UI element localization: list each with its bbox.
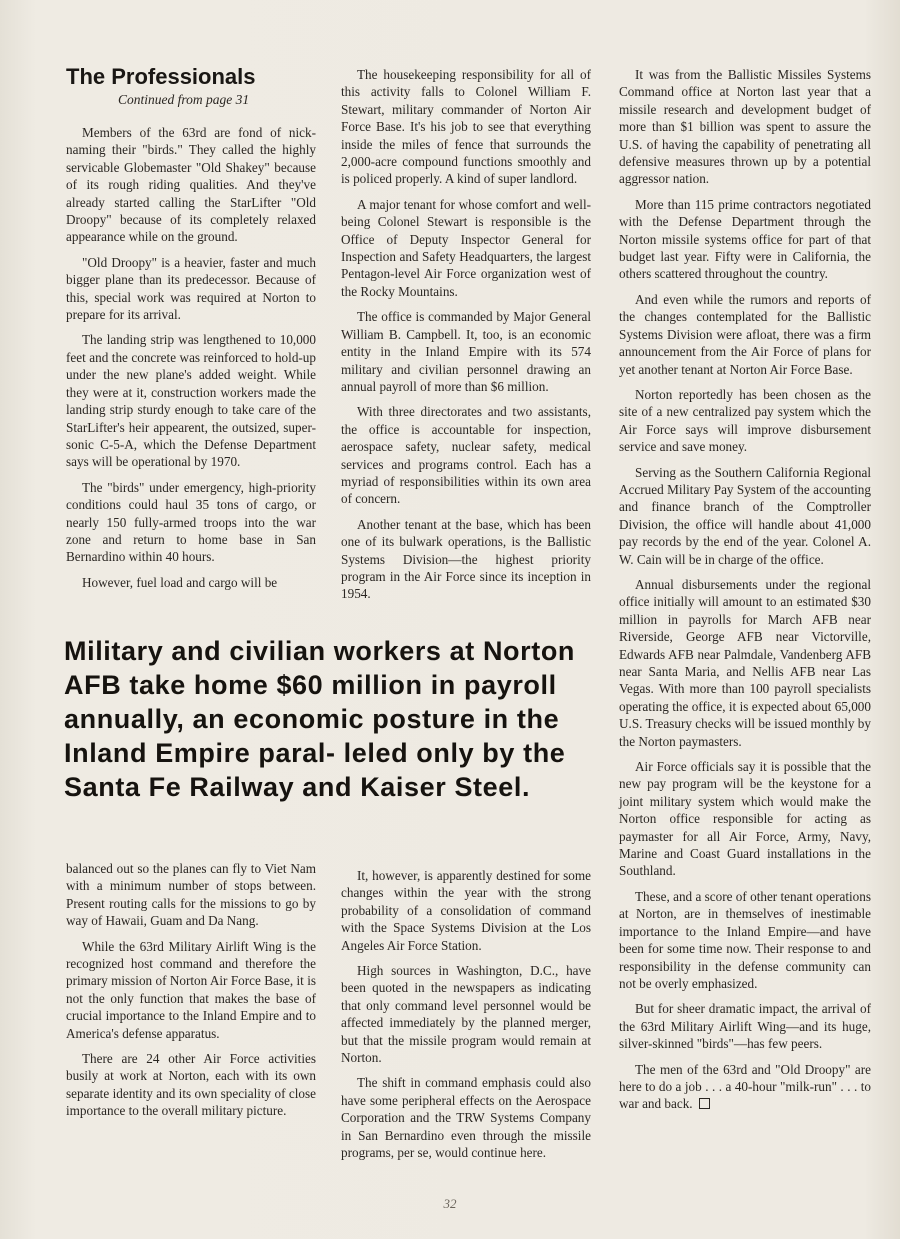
paragraph-final-text: The men of the 63rd and "Old Droopy" are here to do a job . . . a 40-hour "milk-run" . . . to war and back. — [619, 1061, 871, 1112]
paragraph: "Old Droopy" is a heavier, faster and much bigger plane than its predecessor. Because of this, special work was required at Norton to prepare for its arrival. — [66, 254, 316, 323]
paragraph: The shift in command emphasis could also have some peripheral effects on the Aerospace Corporation and the TRW Systems Company in San Bernardino even through the missile programs, per se, would continue here. — [341, 1075, 591, 1161]
paragraph: The office is commanded by Major General William B. Campbell. It, too, is an economic entity in the Inland Empire with its 574 military and civilian personnel drawing an annual payroll of more than $6 million. — [341, 309, 591, 394]
paragraph: A major tenant for whose comfort and well-being Colonel Stewart is responsible is the Office of Deputy Inspector General for Inspection and Safety Headquarters, the largest Pentagon-level Air Force organization west of the Rocky Mountains. — [341, 196, 591, 299]
paragraph: High sources in Washington, D.C., have been quoted in the newspapers as indicating that only command level personnel would be affected immediately by the planned merger, but that the missile program would remain at Norton. — [341, 963, 591, 1066]
paragraph: The housekeeping responsibility for all of this activity falls to Colonel William F. Stewart, military commander of Norton Air Force Base. It's his job to see that everything inside the miles of fence that surrounds the 2,000-acre compound functions smoothly and is policed properly. A kind of super landlord. — [341, 67, 591, 187]
paragraph: With three directorates and two assistants, the office is accountable for inspection, aerospace safety, nuclear safety, medical services and programs control. Each has a myriad of responsibilities within its own area of concern. — [341, 404, 591, 507]
page-number: 32 — [443, 1196, 457, 1211]
article-title: The Professionals — [66, 64, 256, 89]
paragraph: Annual disbursements under the regional office initially will amount to an estimated $30 million in payrolls for March AFB near Riverside, George AFB near Victorville, Edwards AFB near Palmdale, Vandenberg AFB near Santa Maria, and Nellis AFB near Las Vegas. With more than 100 payroll specialists operating the office, it is expected about 65,000 U.S. Treasury checks will be issued monthly by the Norton paymasters. — [619, 576, 871, 749]
column-1-top — [66, 124, 316, 599]
paragraph: Members of the 63rd are fond of nick-naming their "birds." They called the highly servicable Globemaster "Old Shakey" because of its rough riding qualities. And they've already started calling the StarLifter "Old Droopy" because of its completely relaxed appearance while on the ground. — [66, 125, 316, 245]
paragraph: But for sheer dramatic impact, the arrival of the 63rd Military Airlift Wing—and its huge, silver-skinned "birds"—has few peers. — [619, 1001, 871, 1052]
paragraph: It, however, is apparently destined for some changes within the year with the strong probability of a consolidation of command with the Space Systems Division at the Los Angeles Air Force Station. — [341, 868, 591, 953]
paragraph: Another tenant at the base, which has been one of its bulwark operations, is the Ballistic Systems Division—the highest priority program in the Air Force since its inception in 1954. — [341, 516, 591, 602]
pull-quote: Military and civilian workers at Norton AFB take home $60 million in payroll annually, an economic posture in the Inland Empire paral- leled only by the Santa Fe Railway and Kaiser Steel. — [64, 636, 576, 802]
column-3 — [619, 66, 871, 1121]
paragraph: The landing strip was lengthened to 10,000 feet and the concrete was reinforced to hold-up under the new plane's added weight. While they were at it, construction workers made the landing strip sturdy enough to take care of the StarLifter's heir appearent, the outsized, super-sonic C-5-A, which the Defense Department says will be operational by 1970. — [66, 332, 316, 470]
paragraph: It was from the Ballistic Missiles Systems Command office at Norton last year that a missile research and development budget of more than $1 billion was spent to assure the U.S. of having the capability of penetrating all defensive measures thrown up by a potential aggressor nation. — [619, 67, 871, 187]
paragraph: The "birds" under emergency, high-priority conditions could haul 35 tons of cargo, or nearly 150 fully-armed troops into the war zone and return to home base in San Bernardino within 40 hours. — [66, 479, 316, 565]
paragraph: And even while the rumors and reports of the changes contemplated for the Ballistic Systems Division were afloat, there was a firm announcement from the Air Force of plans for yet another tenant at Norton Air Force Base. — [619, 291, 871, 377]
paragraph: Norton reportedly has been chosen as the site of a new centralized pay system which the Air Force says will improve disbursement service and save money. — [619, 386, 871, 455]
end-mark-icon — [699, 1098, 710, 1109]
paragraph: Serving as the Southern California Regional Accrued Military Pay System of the accounting and finance branch of the Comptroller Division, the office will handle about 41,000 pay records by the end of the year. Colonel A. W. Cain will be in charge of the office. — [619, 464, 871, 567]
paragraph: More than 115 prime contractors negotiated with the Defense Department through the Norton missile systems office for part of that budget last year. Fifty were in California, the others scattered throughout the country. — [619, 196, 871, 282]
paragraph: balanced out so the planes can fly to Viet Nam with a minimum number of stops between. Present routing calls for the missions to go by way of Hawaii, Guam and Da Nang. — [66, 861, 316, 929]
column-1-bottom — [66, 860, 316, 1128]
paragraph: There are 24 other Air Force activities busily at work at Norton, each with its own separate identity and its own speciality of close importance to the overall military picture. — [66, 1051, 316, 1119]
column-2-top — [341, 66, 591, 611]
column-2-bottom — [341, 867, 591, 1170]
paragraph: However, fuel load and cargo will be — [82, 574, 278, 590]
paragraph-final — [619, 1061, 871, 1113]
paragraph: Air Force officials say it is possible that the new pay program will be the keystone for a joint military system which would make the Norton office responsible for acting as paymaster for all Air Force, Army, Navy, Marine and Coast Guard installations in the Southland. — [619, 759, 871, 879]
paragraph: While the 63rd Military Airlift Wing is the recognized host command and therefore the primary mission of Norton Air Force Base, it is not the only function that makes the base of crucial importance to the Inland Empire and to America's defense apparatus. — [66, 938, 316, 1041]
paragraph: These, and a score of other tenant operations at Norton, are in themselves of inestimable importance to the Inland Empire—and have been for some time now. Their response to and responsibility in the defense community can not be overly emphasized. — [619, 888, 871, 991]
continued-note: Continued from page 31 — [118, 92, 250, 107]
